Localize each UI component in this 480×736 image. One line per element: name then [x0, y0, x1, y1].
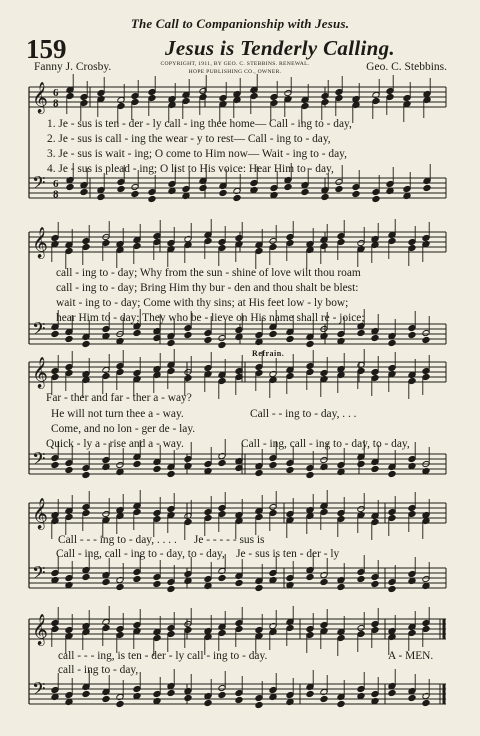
lyric-line-verse-2: call - ing to - day; Bring Him thy bur - den and thou shalt be blest: [56, 282, 359, 294]
note-head [117, 185, 125, 192]
bass-clef-icon: 𝄢 [32, 449, 46, 473]
note-head [65, 466, 73, 473]
note-head [133, 460, 141, 467]
note-head [306, 340, 314, 347]
treble-clef-icon: 𝄞 [32, 357, 48, 388]
note-head [116, 700, 124, 707]
note-head [82, 690, 90, 697]
note-head [386, 187, 394, 194]
note-head [116, 337, 124, 344]
note-head [320, 695, 328, 702]
lyric-line-verse-1: 1. Je - sus is ten - der - ly call - ing thee home— Call - ing to - day, [47, 118, 352, 130]
note-head [337, 583, 345, 590]
note-head [423, 184, 431, 191]
note-head [233, 194, 241, 201]
note-head [408, 694, 416, 701]
note-head [408, 462, 416, 469]
note-head [235, 333, 243, 340]
note-head [422, 467, 430, 474]
note-head [269, 693, 277, 700]
note-head [372, 195, 380, 202]
note-head [408, 577, 416, 584]
note-head [337, 700, 345, 707]
note-head [269, 330, 277, 337]
treble-clef-icon: 𝄞 [32, 498, 48, 529]
hymn-number: 159 [26, 34, 67, 64]
note-head [168, 187, 176, 194]
note-head [352, 190, 360, 197]
note-head [82, 340, 90, 347]
lyric-line-verse-4: 4. Je - sus is plead - ing; O list to His voice: Hear Him to - day, [47, 163, 334, 175]
note-head [371, 580, 379, 587]
note-head [102, 695, 110, 702]
note-head [153, 580, 161, 587]
lyric-line-verse-4: hear Him to - day; They who be - lieve on His name shall re - joice; [56, 312, 365, 324]
note-head [286, 466, 294, 473]
note-head [255, 584, 263, 591]
lyric-line-verse-3: Come, and no lon - ger de - lay. [51, 423, 196, 435]
section-title: The Call to Companionship with Jesus. [130, 16, 350, 31]
note-head [184, 694, 192, 701]
note-head [284, 183, 292, 190]
amen-lyric: A - MEN. [388, 650, 434, 662]
note-head [422, 336, 430, 343]
note-head [148, 195, 156, 202]
note-head [306, 573, 314, 580]
note-head [51, 693, 59, 700]
time-signature-top: 6 [53, 87, 59, 99]
note-head [306, 471, 314, 478]
note-head [357, 692, 365, 699]
note-head [153, 465, 161, 472]
note-head [182, 192, 190, 199]
note-head [357, 575, 365, 582]
note-head [235, 579, 243, 586]
note-head [335, 185, 343, 192]
note-head [301, 188, 309, 195]
note-head [218, 341, 226, 348]
time-signature-bottom: 8 [53, 97, 59, 110]
note-head [270, 191, 278, 198]
note-head [337, 468, 345, 475]
note-head [80, 188, 88, 195]
note-head [51, 330, 59, 337]
note-head [371, 334, 379, 341]
note-head [66, 183, 74, 190]
refrain-lyric-upper: Call - - ing to - day, . . . [250, 408, 357, 420]
note-head [102, 463, 110, 470]
time-signature-bottom: 8 [53, 188, 59, 201]
note-head [204, 467, 212, 474]
note-head [167, 470, 175, 477]
note-head [199, 184, 207, 191]
copyright-line: HOPE PUBLISHING CO., OWNER. [188, 69, 282, 75]
lyric-line-verse-2: He will not turn thee a - way. [51, 408, 184, 420]
note-head [82, 471, 90, 478]
note-head [255, 469, 263, 476]
note-head [133, 329, 141, 336]
note-head [388, 339, 396, 346]
treble-clef-icon: 𝄞 [32, 227, 48, 258]
note-head [51, 461, 59, 468]
note-head [133, 575, 141, 582]
treble-clef-icon: 𝄞 [32, 614, 48, 645]
note-head [388, 585, 396, 592]
note-head [286, 335, 294, 342]
bass-clef-icon: 𝄢 [32, 679, 46, 703]
bass-clef-icon: 𝄢 [32, 563, 46, 587]
note-head [219, 189, 227, 196]
composer-credit: Geo. C. Stebbins. [366, 61, 447, 73]
note-head [422, 582, 430, 589]
copyright-line: COPYRIGHT, 1911, BY GEO. C. STEBBINS. RENEWAL. [160, 61, 310, 67]
refrain-label: Refrain. [252, 349, 285, 358]
note-head [286, 698, 294, 705]
note-head [218, 459, 226, 466]
note-head [102, 332, 110, 339]
note-head [250, 186, 258, 193]
note-head [102, 578, 110, 585]
note-head [204, 336, 212, 343]
note-head [408, 331, 416, 338]
refrain-lyric-lower: Call - ing, call - ing to - day, to - day, [241, 438, 410, 450]
time-signature-top: 6 [53, 178, 59, 190]
note-head [357, 460, 365, 467]
note-head [255, 338, 263, 345]
note-head [269, 576, 277, 583]
note-head [286, 581, 294, 588]
note-head [218, 574, 226, 581]
refrain-lyric-lower: call - ing to - day, [58, 664, 139, 676]
note-head [235, 696, 243, 703]
note-head [269, 461, 277, 468]
bass-clef-icon: 𝄢 [32, 319, 46, 343]
note-head [65, 335, 73, 342]
refrain-lyric-lower: Call - ing, call - ing to - day, to - day, Je - sus is ten - der - ly [56, 548, 340, 560]
note-head [133, 692, 141, 699]
lyric-line-verse-3: wait - ing to - day; Come with thy sins; at His feet low - ly bow; [56, 297, 349, 309]
note-head [116, 583, 124, 590]
note-head [320, 463, 328, 470]
lyricist-credit: Fanny J. Crosby. [34, 61, 112, 73]
note-head [204, 582, 212, 589]
note-head [82, 573, 90, 580]
note-head [167, 689, 175, 696]
note-head [388, 689, 396, 696]
lyric-line-verse-1: call - ing to - day; Why from the sun - shine of love wilt thou roam [56, 267, 361, 279]
note-head [306, 690, 314, 697]
hymn-title: Jesus is Tenderly Calling. [165, 36, 395, 60]
note-head [403, 192, 411, 199]
note-head [357, 329, 365, 336]
lyric-line-verse-2: 2. Je - sus is call - ing the wear - y to rest— Call - ing to - day, [47, 133, 331, 145]
note-head [321, 193, 329, 200]
lyric-line-verse-4: Quick - ly a - rise and a - way. [46, 438, 184, 450]
note-head [51, 576, 59, 583]
note-head [204, 699, 212, 706]
note-head [320, 332, 328, 339]
note-head [388, 470, 396, 477]
note-head [184, 577, 192, 584]
note-head [337, 337, 345, 344]
note-head [167, 339, 175, 346]
note-head [167, 585, 175, 592]
note-head [184, 462, 192, 469]
note-head [184, 331, 192, 338]
note-head [422, 699, 430, 706]
note-head [255, 701, 263, 708]
note-head [116, 468, 124, 475]
note-head [320, 578, 328, 585]
note-head [65, 698, 73, 705]
refrain-lyric-upper: Call - - - ing to - day, . . . . Je - - - - - sus is [58, 534, 265, 546]
treble-clef-icon: 𝄞 [32, 82, 48, 113]
lyric-line-verse-3: 3. Je - sus is wait - ing; O come to Him now— Wait - ing to - day, [47, 148, 347, 160]
note-head [65, 581, 73, 588]
note-head [371, 465, 379, 472]
note-head [218, 691, 226, 698]
bass-clef-icon: 𝄢 [32, 173, 46, 197]
note-head [371, 697, 379, 704]
refrain-lyric-upper: call - - - ing, is ten - der - ly call - ing to - day. [58, 650, 268, 662]
note-head [131, 190, 139, 197]
note-head [97, 193, 105, 200]
lyric-line-verse-1: Far - ther and far - ther a - way? [46, 392, 192, 404]
note-head [153, 697, 161, 704]
